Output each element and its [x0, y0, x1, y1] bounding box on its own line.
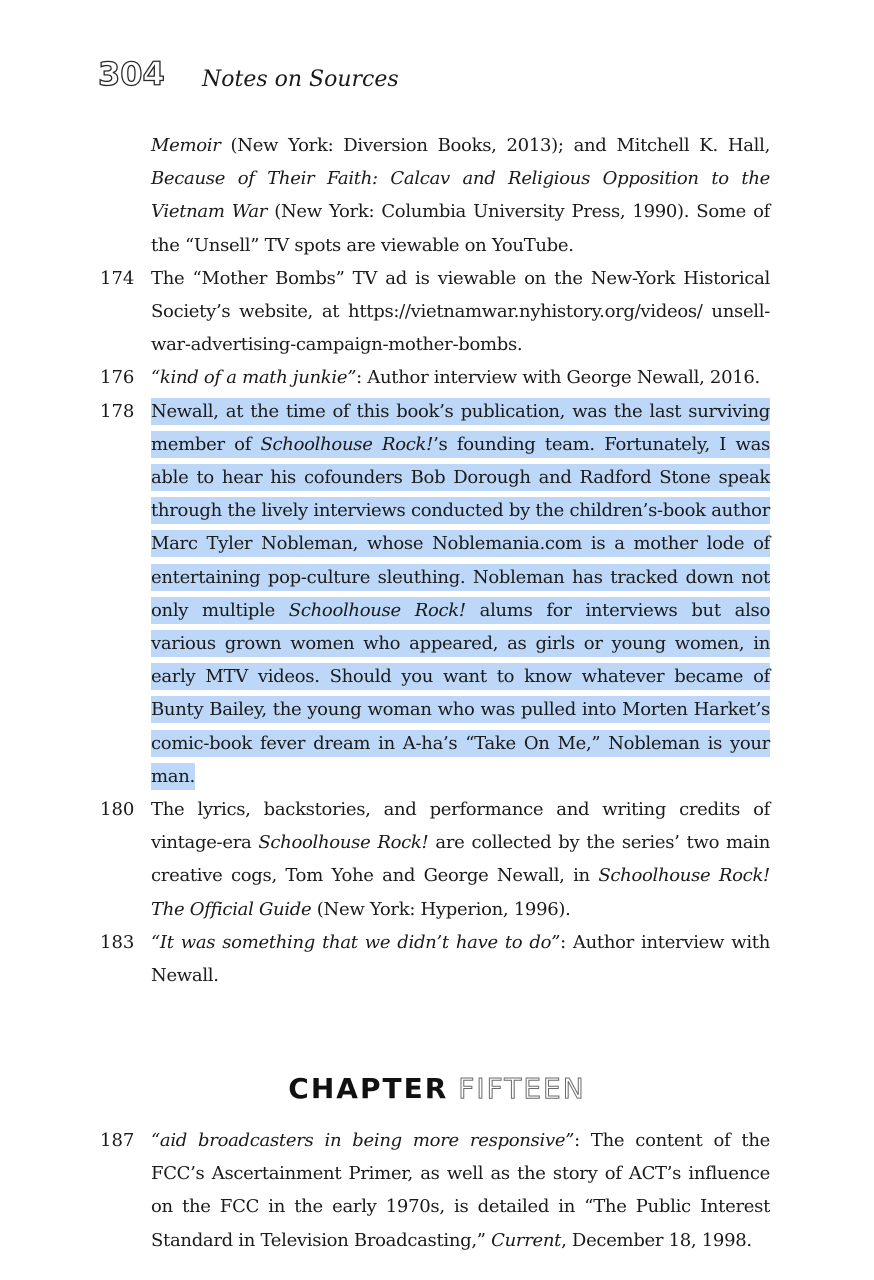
- note-text-segment: “aid broadcasters in being more responsive”: [151, 1130, 575, 1151]
- note-entry: [0, 793, 874, 926]
- note-text-segment: : Author interview with George Newall, 2016.: [356, 367, 760, 389]
- note-text: [151, 262, 770, 362]
- note-text-segment: : Author interview with Newall.: [151, 931, 770, 987]
- note-text-segment: (New York: Diversion Books, 2013); and Mitchell K. Hall,: [220, 135, 770, 156]
- note-entry: [0, 926, 874, 992]
- note-text: [151, 395, 770, 793]
- note-text: [151, 1124, 770, 1257]
- note-entry: [0, 262, 874, 362]
- notes-list-top: [0, 129, 874, 992]
- note-number: 180: [100, 799, 135, 821]
- note-text-segment: , December 18, 1998.: [561, 1229, 752, 1251]
- running-head: Notes on Sources: [202, 67, 399, 92]
- note-number: 187: [100, 1130, 135, 1151]
- chapter-label: CHAPTER: [288, 1072, 449, 1105]
- note-text: [151, 361, 770, 394]
- note-text-segment: The “Mother Bombs” TV ad is viewable on the New-York Historical Society’s website, at https://vietnamwar.nyhistory.org/videos/ unsell-war-advertising-campaign-mother-bombs.: [151, 267, 770, 356]
- note-text: [151, 793, 770, 926]
- notes-list-bottom: [0, 1124, 874, 1257]
- chapter-heading: [0, 1070, 874, 1108]
- note-text-segment: Schoolhouse Rock!: [258, 832, 429, 854]
- note-text-segment: Current: [491, 1229, 562, 1251]
- note-text-segment: are collected by the series’ two main creative cogs, Tom Yohe and George Newall, in: [151, 832, 770, 887]
- text-selection-highlight[interactable]: [151, 398, 770, 790]
- note-text-segment: (New York: Columbia University Press, 1990). Some of the “Unsell” TV spots are viewable on YouTube.: [151, 201, 770, 256]
- note-text-segment: ’s founding team. Fortunately, I was able to hear his cofounders Bob Dorough and Radford Stone speak through the lively interviews conducted by the children’s-book author Marc Tyler Nobleman, whose Noblemania.com is a mother lode of entertaining pop-culture sleuthing. Nobleman has tracked down not only multiple: [151, 433, 770, 621]
- note-text-segment: Schoolhouse Rock!: [288, 599, 466, 621]
- note-text-segment: Schoolhouse Rock!: [260, 433, 434, 455]
- note-text-segment: : The content of the FCC’s Ascertainment Primer, as well as the story of ACT’s influence on the FCC in the early 1970s, is detailed in “The Public Interest Standard in Television Broadcasting,”: [151, 1130, 770, 1251]
- note-text-segment: Schoolhouse Rock! The Official Guide: [151, 865, 770, 920]
- page-number: 304: [98, 55, 165, 93]
- note-entry: [0, 395, 874, 793]
- note-text-segment: alums for interviews but also various grown women who appeared, as girls or young women, in early MTV videos. Should you want to know whatever became of Bunty Bailey, the young woman who was pulled into Morten Harket’s comic-book fever dream in A-ha’s “Take On Me,” Nobleman is your man.: [151, 599, 770, 787]
- note-text-segment: “kind of a math junkie”: [151, 367, 357, 389]
- note-text-segment: “It was something that we didn’t have to do”: [151, 931, 561, 953]
- note-text-segment: Memoir: [151, 135, 221, 156]
- note-text-segment: The lyrics, backstories, and performance and writing credits of vintage-era: [151, 799, 770, 854]
- note-text: [151, 129, 770, 262]
- note-number: 178: [100, 400, 135, 422]
- note-entry: [0, 1124, 874, 1257]
- note-text: [151, 926, 770, 992]
- note-text-segment: Newall, at the time of this book’s publication, was the last surviving member of: [151, 400, 770, 455]
- note-number: 174: [100, 267, 135, 289]
- chapter-number-word: FIFTEEN: [458, 1072, 586, 1105]
- note-number: 183: [100, 931, 135, 953]
- note-entry: [0, 361, 874, 394]
- note-number: 176: [100, 367, 135, 389]
- note-text-segment: (New York: Hyperion, 1996).: [311, 898, 571, 920]
- note-entry: [0, 129, 874, 262]
- note-text-segment: Because of Their Faith: Calcav and Religious Opposition to the Vietnam War: [151, 168, 770, 223]
